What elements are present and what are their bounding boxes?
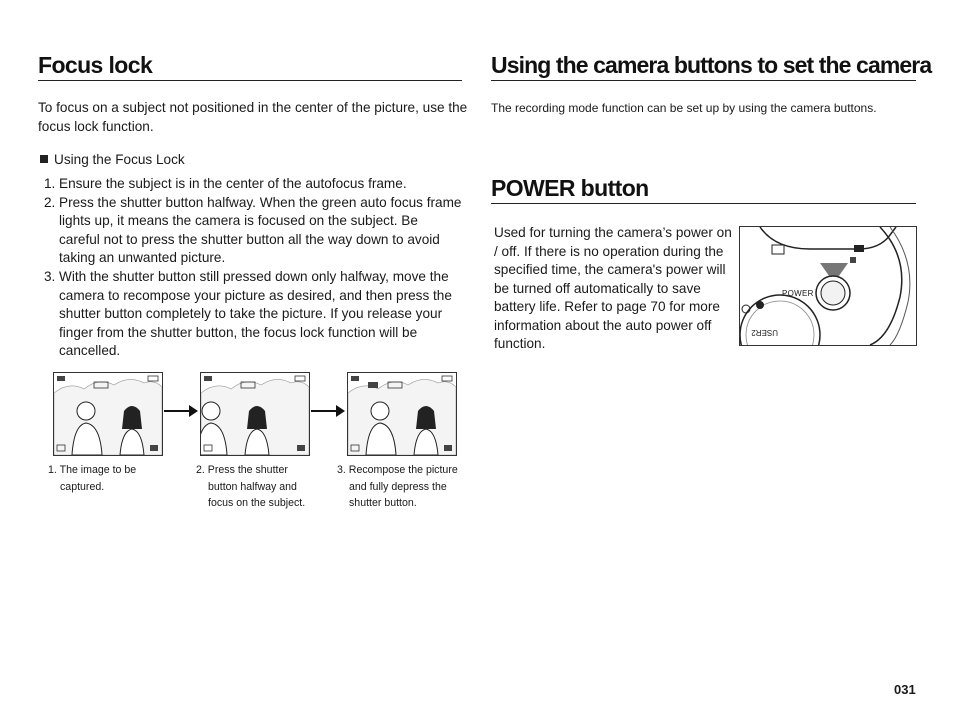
camera-lcd-scene-icon xyxy=(201,373,309,455)
caption-line: The image to be xyxy=(59,464,137,476)
step-item xyxy=(38,175,462,194)
user2-label: USER2 xyxy=(751,328,778,337)
focus-lock-subheading xyxy=(40,151,185,169)
power-label: POWER xyxy=(782,289,814,298)
camera-buttons-intro: The recording mode function can be set up by using the camera buttons. xyxy=(491,101,877,115)
camera-power-button-image xyxy=(739,226,917,346)
image-caption-3 xyxy=(337,462,462,512)
caption-number: 2. xyxy=(196,464,205,476)
focus-lock-intro: To focus on a subject not positioned in the center of the picture, use the focus lock function. xyxy=(38,100,468,134)
caption-line xyxy=(48,497,60,509)
power-button-title-rule xyxy=(491,203,916,204)
arrow-right-icon xyxy=(163,404,199,423)
image-caption-2 xyxy=(196,462,321,512)
lcd-preview-image-3 xyxy=(347,372,457,456)
page-number: 031 xyxy=(894,682,916,697)
caption-line: Recompose the picture xyxy=(348,464,458,476)
focus-lock-steps xyxy=(38,175,462,361)
image-caption-1 xyxy=(48,462,158,512)
step-text: With the shutter button still pressed down only halfway, move the camera to recompose your picture as desired, and then press the shutter button completely to take the picture. If you release your finger from the shutter button, the focus lock function will be cancelled. xyxy=(59,268,452,359)
subheading-text: Using the Focus Lock xyxy=(54,152,185,167)
step-number: 3. xyxy=(44,268,56,284)
camera-buttons-title: Using the camera buttons to set the camera xyxy=(491,52,932,78)
lcd-preview-image-2 xyxy=(200,372,310,456)
square-bullet-icon xyxy=(40,155,48,163)
caption-number: 3. xyxy=(337,464,346,476)
focus-lock-title-rule xyxy=(38,80,462,81)
caption-number: 1. xyxy=(48,464,57,476)
step-number: 2. xyxy=(44,194,56,210)
caption-line: shutter button. xyxy=(349,497,417,510)
step-item xyxy=(38,194,462,268)
step-item xyxy=(38,268,462,361)
camera-lcd-scene-icon xyxy=(348,373,456,455)
caption-line: focus on the subject. xyxy=(208,497,306,510)
focus-lock-title: Focus lock xyxy=(38,52,153,78)
lcd-preview-image-1 xyxy=(53,372,163,456)
step-number: 1. xyxy=(44,176,56,191)
camera-buttons-title-rule xyxy=(491,80,916,81)
caption-line: captured. xyxy=(60,480,105,493)
step-text: Press the shutter button halfway. When the green auto focus frame lights up, it means the camera is focused on the subject. Be careful not to press the shutter button all the way down to avoid taking an unwanted picture. xyxy=(59,194,462,266)
caption-line: button halfway and xyxy=(208,480,297,493)
power-button-description: Used for turning the camera’s power on / off. If there is no operation during the specified time, the camera's power will be turned off automatically to save battery life. Refer to page 70 for more information about the auto power off function. xyxy=(494,225,732,351)
camera-lcd-scene-icon xyxy=(54,373,162,455)
arrow-right-icon xyxy=(310,404,346,423)
caption-line: and fully depress the xyxy=(349,480,447,493)
power-button-title: POWER button xyxy=(491,175,649,201)
step-text: Ensure the subject is in the center of the autofocus frame. xyxy=(59,176,407,191)
caption-line: Press the shutter xyxy=(207,464,288,476)
